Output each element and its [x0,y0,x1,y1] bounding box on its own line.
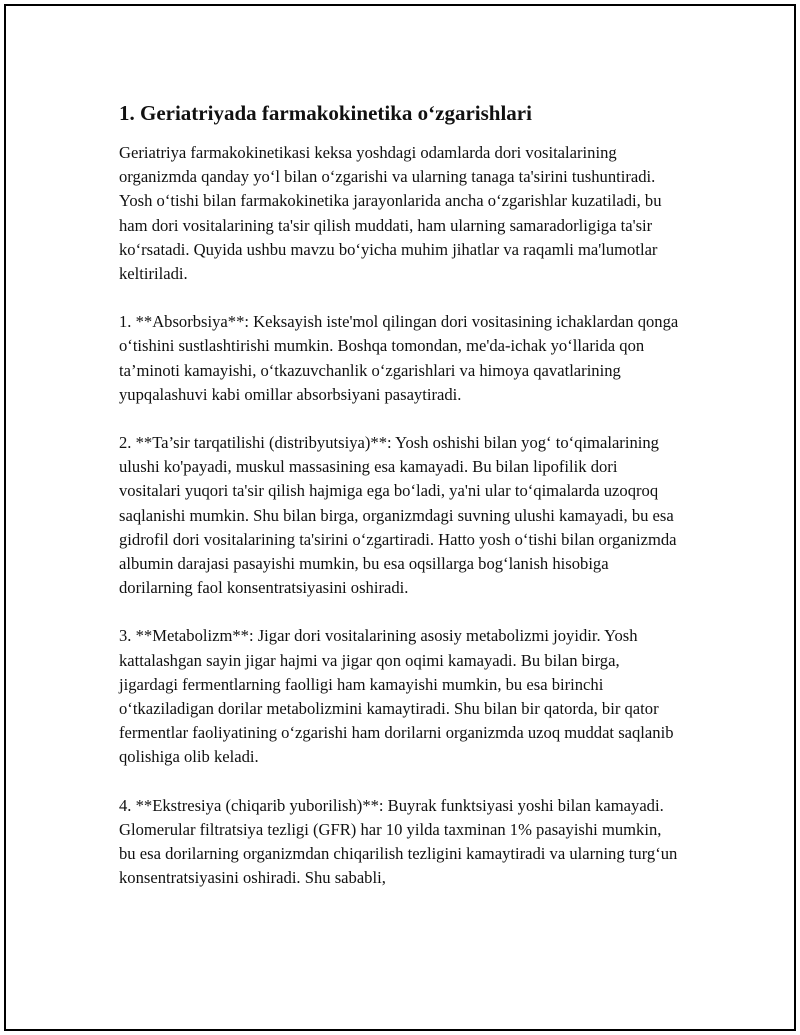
paragraph-distribution: 2. **Ta’sir tarqatilishi (distribyutsiya)**: Yosh oshishi bilan yog‘ to‘qimalarining ulushi ko'payadi, muskul massasining esa kamayadi. Bu bilan lipofilik dori vositalari yuqori ta'sir qilish hajmiga ega bo‘ladi, ya'ni ular to‘qimalarda uzoqroq saqlanishi mumkin. Shu bilan birga, organizmdagi suvning ulushi kamayadi, bu esa gidrofil dori vositalarining ta'sirini o‘zgartiradi. Hatto yosh o‘tishi bilan organizmda albumin darajasi pasayishi mumkin, bu esa oqsillarga bog‘lanish hisobiga dorilarning faol konsentratsiyasini oshiradi. [119,433,677,598]
paragraph-absorption: 1. **Absorbsiya**: Keksayish iste'mol qilingan dori vositasining ichaklardan qonga o‘tishini sustlashtirishi mumkin. Boshqa tomondan, me'da-ichak yo‘llarida qon ta’minoti kamayishi, o‘tkazuvchanlik o‘zgarishlari va himoya qavatlarining yupqalashuvi kabi omillar absorbsiyani pasaytiradi. [119,312,679,404]
paragraph-intro: Geriatriya farmakokinetikasi keksa yoshdagi odamlarda dori vositalarining organizmda qanday yo‘l bilan o‘zgarishi va ularning tanaga ta'sirini tushuntiradi. Yosh o‘tishi bilan farmakokinetika jarayonlarida ancha o‘zgarishlar kuzatiladi, bu ham dori vositalarining ta'sir qilish muddati, ham ularning samaradorligiga ta'sir ko‘rsatadi. Quyida ushbu mavzu bo‘yicha muhim jihatlar va raqamli ma'lumotlar keltiriladi. [119,143,662,284]
page-frame [4,4,796,1031]
document-body [119,97,679,914]
document-title: 1. Geriatriyada farmakokinetika o‘zgarishlari [119,101,532,125]
paragraph-metabolism: 3. **Metabolizm**: Jigar dori vositalarining asosiy metabolizmi joyidir. Yosh kattalashgan sayin jigar hajmi va jigar qon oqimi kamayadi. Bu bilan birga, jigardagi fermentlarning faolligi ham kamayishi mumkin, bu esa birinchi o‘tkaziladigan dorilar metabolizmini kamaytiradi. Shu bilan bir qatorda, bir qator fermentlar faoliyatining o‘zgarishi ham dorilarni organizmda uzoq muddat saqlanib qolishiga olib keladi. [119,626,674,767]
paragraph-excretion: 4. **Ekstresiya (chiqarib yuborilish)**: Buyrak funktsiyasi yoshi bilan kamayadi. Glomerular filtratsiya tezligi (GFR) har 10 yilda taxminan 1% pasayishi mumkin, bu esa dorilarning organizmdan chiqarilish tezligini kamaytiradi va ularning turg‘un konsentratsiyasini oshiradi. Shu sababli, [119,795,678,888]
